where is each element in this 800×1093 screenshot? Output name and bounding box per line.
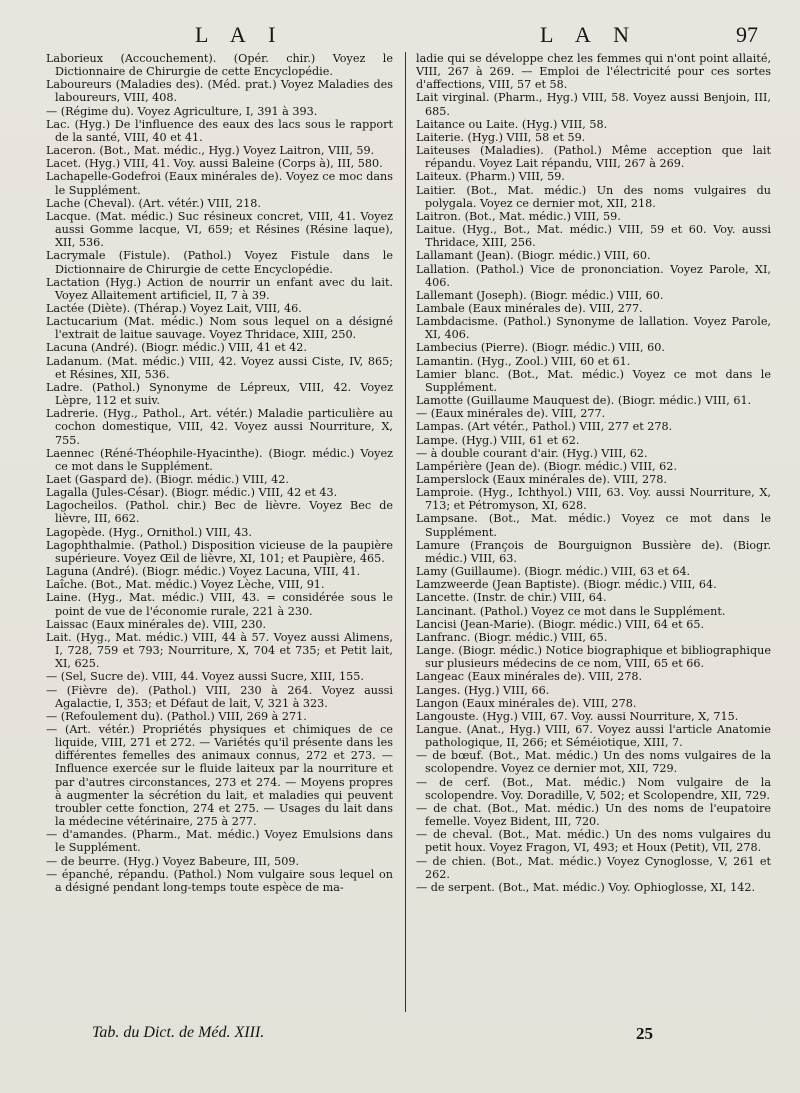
index-entry: Lachapelle-Godefroi (Eaux minérales de). Voyez ce moc dans le Supplément. [46, 170, 393, 197]
index-entry: Lamperslock (Eaux minérales de). VIII, 278. [416, 473, 667, 486]
index-entry: Lambecius (Pierre). (Biogr. médic.) VIII, 60. [416, 341, 665, 355]
index-entry: Langeac (Eaux minérales de). VIII, 278. [416, 670, 642, 684]
index-entry: — épanché, répandu. (Pathol.) Nom vulgaire sous lequel on a désigné pendant long-temps toute espèce de ma- [46, 867, 393, 894]
index-entry: Lancinant. (Pathol.) Voyez ce mot dans le Supplément. [416, 604, 726, 618]
index-entry: Langon (Eaux minérales de). VIII, 278. [416, 696, 637, 710]
index-entry: Lallamant (Jean). (Biogr. médic.) VIII, 60. [416, 249, 651, 263]
index-entry: Lactée (Diète). (Thérap.) Voyez Lait, VIII, 46. [46, 301, 302, 315]
index-entry: Laguna (André). (Biogr. médic.) Voyez Lacuna, VIII, 41. [46, 565, 361, 579]
header-left: L A I [195, 22, 285, 47]
index-entry: Lacrymale (Fistule). (Pathol.) Voyez Fistule dans le Dictionnaire de Chirurgie de cette Encyclopédie. [46, 249, 393, 276]
index-entry: Lamure (François de Bourguignon Bussière de). (Biogr. médic.) VIII, 63. [416, 538, 771, 565]
index-entry: Lactucarium (Mat. médic.) Nom sous lequel on a désigné l'extrait de laitue sauvage. Voyez Thridace, XIII, 250. [46, 315, 393, 342]
index-entry: Lacuna (André). (Biogr. médic.) VIII, 41 et 42. [46, 341, 307, 355]
index-entry: Lait. (Hyg., Mat. médic.) VIII, 44 à 57. Voyez aussi Alimens, I, 728, 759 et 793; Nourriture, X, 704 et 735; et Petit lait, XI, 625. [46, 630, 393, 671]
index-entry: Laiteuses (Maladies). (Pathol.) Même acception que lait répandu. Voyez Lait répandu, VIII, 267 à 269. [416, 144, 771, 171]
index-entry: Langouste. (Hyg.) VIII, 67. Voy. aussi Nourriture, X, 715. [416, 709, 739, 723]
index-entry: Laet (Gaspard de). (Biogr. médic.) VIII, 42. [46, 473, 289, 486]
index-entry: Langes. (Hyg.) VIII, 66. [416, 683, 550, 697]
index-entry: Laissac (Eaux minérales de). VIII, 230. [46, 617, 267, 631]
index-entry: Lac. (Hyg.) De l'influence des eaux des lacs sous le rapport de la santé, VIII, 40 et 41. [46, 117, 393, 144]
index-entry: Laennec (Réné-Théophile-Hyacinthe). (Biogr. médic.) Voyez ce mot dans le Supplément. [46, 446, 393, 473]
index-entry: Lange. (Biogr. médic.) Notice biographique et bibliographique sur plusieurs médecins de ce nom, VIII, 65 et 66. [416, 644, 771, 671]
index-entry: Laîche. (Bot., Mat. médic.) Voyez Lèche, VIII, 91. [46, 578, 325, 592]
index-entry: Laiterie. (Hyg.) VIII, 58 et 59. [416, 130, 586, 144]
index-entry: — de chat. (Bot., Mat. médic.) Un des noms de l'eupatoire femelle. Voyez Bident, III, 720. [416, 801, 771, 829]
index-entry: Laitue. (Hyg., Bot., Mat. médic.) VIII, 59 et 60. Voy. aussi Thridace, XIII, 256. [416, 223, 771, 250]
index-entry: — d'amandes. (Pharm., Mat. médic.) Voyez Emulsions dans le Supplément. [46, 828, 393, 855]
index-entry: Ladre. (Pathol.) Synonyme de Lépreux, VIII, 42. Voyez Lèpre, 112 et suiv. [46, 380, 393, 408]
index-entry: Lambale (Eaux minérales de). VIII, 277. [416, 301, 643, 315]
index-entry: Laitance ou Laite. (Hyg.) VIII, 58. [416, 117, 608, 131]
index-entry: ladie qui se développe chez les femmes qui n'ont point allaité, VIII, 267 à 269. — Emploi de l'électricité pour ces sortes d'affections, VIII, 57 et 58. [416, 52, 771, 92]
page-footer [0, 1024, 800, 1048]
index-entry: Langue. (Anat., Hyg.) VIII, 67. Voyez aussi l'article Anatomie pathologique, II, 266; et Séméiotique, XIII, 7. [416, 722, 771, 750]
index-entry: — (Régime du). Voyez Agriculture, I, 391 à 393. [46, 104, 318, 118]
index-entry: — à double courant d'air. (Hyg.) VIII, 62. [416, 446, 648, 460]
index-entry: Laiteux. (Pharm.) VIII, 59. [416, 170, 565, 184]
index-entry: Lampe. (Hyg.) VIII, 61 et 62. [416, 433, 580, 447]
index-entry: Lache (Cheval). (Art. vétér.) VIII, 218. [46, 196, 261, 210]
index-entry: Lanfranc. (Biogr. médic.) VIII, 65. [416, 630, 608, 644]
index-entry: Lamzweerde (Jean Baptiste). (Biogr. médic.) VIII, 64. [416, 578, 717, 592]
index-entry: — (Fièvre de). (Pathol.) VIII, 230 à 264. Voyez aussi Agalactie, I, 353; et Défaut de lait, V, 321 à 323. [46, 683, 393, 710]
index-entry: Lancisi (Jean-Marie). (Biogr. médic.) VIII, 64 et 65. [416, 617, 705, 631]
index-entry: — de serpent. (Bot., Mat. médic.) Voy. Ophioglosse, XI, 142. [416, 880, 755, 894]
header-right: L A N [540, 22, 638, 47]
index-entry: Lallemant (Joseph). (Biogr. médic.) VIII, 60. [416, 288, 664, 302]
index-entry: Laine. (Hyg., Mat. médic.) VIII, 43. = considérée sous le point de vue de l'économie rurale, 221 à 230. [46, 591, 393, 618]
index-entry: Laborieux (Accouchement). (Opér. chir.) Voyez le Dictionnaire de Chirurgie de cette Encyclopédie. [46, 52, 393, 79]
index-entry: Ladrerie. (Hyg., Pathol., Art. vétér.) Maladie particulière au cochon domestique, VIII, 42. Voyez aussi Nourriture, X, 755. [46, 407, 393, 447]
index-entry: — (Art. vétér.) Propriétés physiques et chimiques de ce liquide, VIII, 271 et 272. — Variétés qu'il présente dans les différentes femelles des animaux connus, 272 et 273. — Influence exercée sur le fluide laiteux par la nourriture et par d'autres circonstances, 273 et 274. — Moyens propres à augmenter la sécrétion du lait, et maladies qui peuvent troubler cette fonction, 274 et 275. — Usages du lait dans la médecine vétérinaire, 275 à 277. [46, 722, 393, 829]
index-entry: Lampas. (Art vétér., Pathol.) VIII, 277 et 278. [416, 420, 673, 434]
index-entry: Lampérière (Jean de). (Biogr. médic.) VIII, 62. [416, 459, 677, 473]
index-entry: — de cheval. (Bot., Mat. médic.) Un des noms vulgaires du petit houx. Voyez Fragon, VI, 493; et Houx (Petit), VII, 278. [416, 828, 771, 855]
index-entry: — (Refoulement du). (Pathol.) VIII, 269 à 271. [46, 709, 307, 723]
index-entry: Ladanum. (Mat. médic.) VIII, 42. Voyez aussi Ciste, IV, 865; et Résines, XII, 536. [46, 354, 393, 381]
index-entry: — de chien. (Bot., Mat. médic.) Voyez Cynoglosse, V, 261 et 262. [416, 854, 771, 881]
index-entry: Lamier blanc. (Bot., Mat. médic.) Voyez ce mot dans le Supplément. [416, 367, 771, 394]
index-entry: Lacque. (Mat. médic.) Suc résineux concret, VIII, 41. Voyez aussi Gomme lacque, VI, 659; et Résines (Résine laque), XII, 536. [46, 209, 393, 250]
index-entry: — (Sel, Sucre de). VIII, 44. Voyez aussi Sucre, XIII, 155. [46, 670, 364, 684]
index-entry: Lagophthalmie. (Pathol.) Disposition vicieuse de la paupière supérieure. Voyez Œil de lièvre, XI, 101; et Paupière, 465. [46, 538, 393, 565]
index-entry: — (Eaux minérales de). VIII, 277. [416, 407, 606, 421]
index-entry: Laboureurs (Maladies des). (Méd. prat.) Voyez Maladies des laboureurs, VIII, 408. [46, 78, 393, 105]
index-entry: Lamy (Guillaume). (Biogr. médic.) VIII, 63 et 64. [416, 565, 691, 579]
index-entry: Lactation (Hyg.) Action de nourrir un enfant avec du lait. Voyez Allaitement artificiel, II, 7 à 39. [46, 275, 393, 302]
index-entry: Lagalla (Jules-César). (Biogr. médic.) VIII, 42 et 43. [46, 486, 338, 500]
index-entry: — de cerf. (Bot., Mat. médic.) Nom vulgaire de la scolopendre. Voy. Doradille, V, 502; et Scolopendre, XII, 729. [416, 775, 771, 802]
index-entry: Lampsane. (Bot., Mat. médic.) Voyez ce mot dans le Supplément. [416, 512, 771, 539]
index-entry: Lagocheilos. (Pathol. chir.) Bec de lièvre. Voyez Bec de lièvre, III, 662. [46, 499, 393, 526]
right-column [416, 52, 771, 1012]
index-entry: — de bœuf. (Bot., Mat. médic.) Un des noms vulgaires de la scolopendre. Voyez ce dernier mot, XII, 729. [416, 749, 771, 776]
signature-mark: 25 [636, 1024, 653, 1043]
index-entry: Lamotte (Guillaume Mauquest de). (Biogr. médic.) VIII, 61. [416, 394, 752, 408]
index-entry: Lacet. (Hyg.) VIII, 41. Voy. aussi Baleine (Corps à), III, 580. [46, 157, 383, 171]
index-entry: Lambdacisme. (Pathol.) Synonyme de lallation. Voyez Parole, XI, 406. [416, 315, 771, 342]
index-entry: Lagopède. (Hyg., Ornithol.) VIII, 43. [46, 525, 252, 539]
index-entry: Lancette. (Instr. de chir.) VIII, 64. [416, 591, 607, 605]
column-divider [405, 52, 406, 1012]
index-entry: Lait virginal. (Pharm., Hyg.) VIII, 58. Voyez aussi Benjoin, III, 685. [416, 91, 771, 118]
index-entry: Lamantin. (Hyg., Zool.) VIII, 60 et 61. [416, 354, 631, 368]
index-entry: Lamproie. (Hyg., Ichthyol.) VIII, 63. Voy. aussi Nourriture, X, 713; et Pétromyson, XI, 628. [416, 486, 771, 513]
running-head [0, 22, 800, 52]
index-entry: Lallation. (Pathol.) Vice de prononciation. Voyez Parole, XI, 406. [416, 262, 771, 289]
left-column [46, 52, 393, 1012]
footer-volume-note: Tab. du Dict. de Méd. XIII. [92, 1024, 265, 1041]
index-entry: Laitier. (Bot., Mat. médic.) Un des noms vulgaires du polygala. Voyez ce dernier mot, XII, 218. [416, 183, 771, 210]
index-entry: — de beurre. (Hyg.) Voyez Babeure, III, 509. [46, 854, 299, 868]
page-number: 97 [736, 22, 758, 47]
index-entry: Laceron. (Bot., Mat. médic., Hyg.) Voyez Laitron, VIII, 59. [46, 144, 375, 158]
index-entry: Laitron. (Bot., Mat. médic.) VIII, 59. [416, 209, 621, 223]
